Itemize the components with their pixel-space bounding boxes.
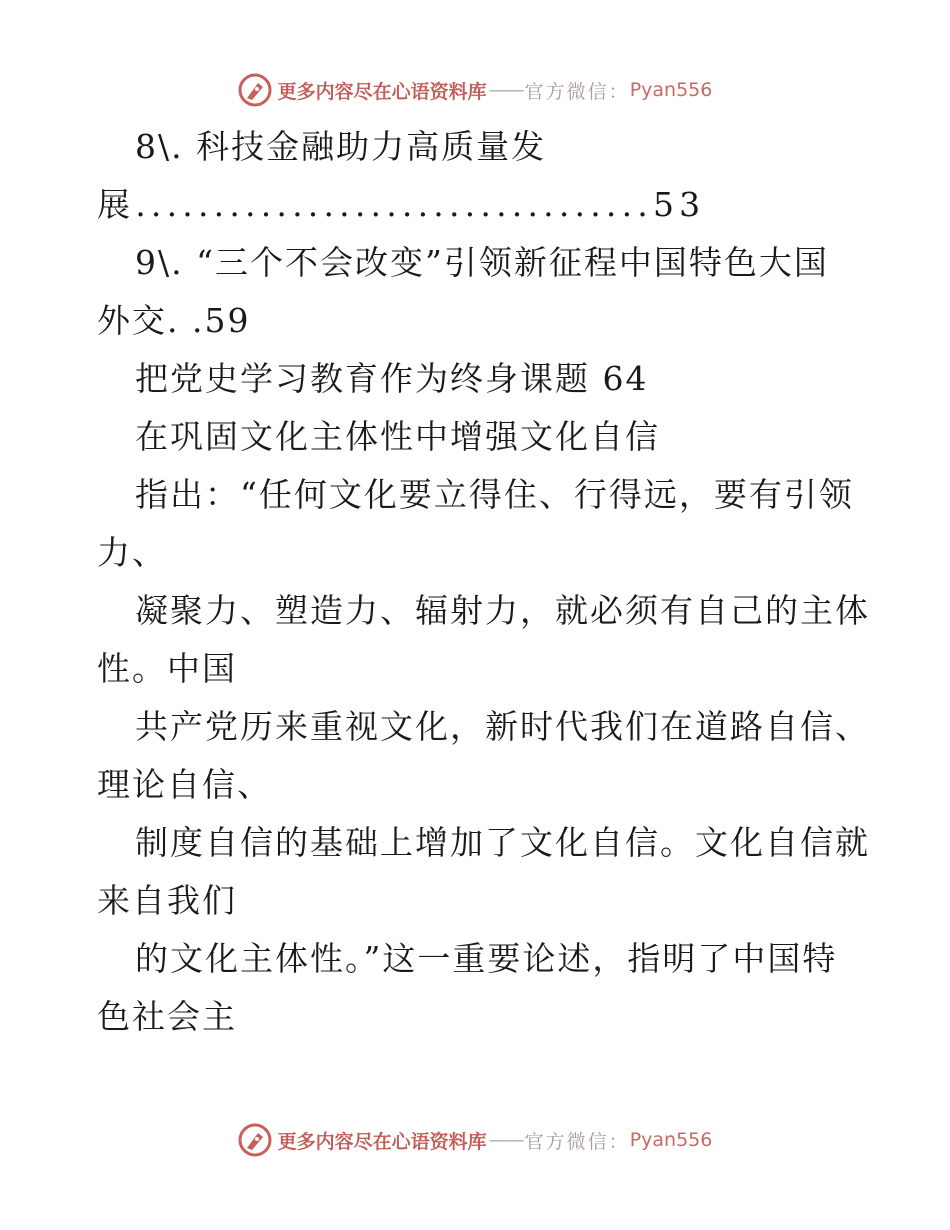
paragraph-line: 凝聚力、塑造力、辐射力，就必须有自己的主体 [135, 591, 870, 630]
paragraph-line: 性。中国 [97, 649, 237, 688]
pen-nib-logo-icon [238, 1123, 272, 1157]
footer-official-label: 官方微信： [524, 1130, 630, 1153]
toc-line: 把党史学习教育作为终身课题 64 [135, 359, 649, 398]
paragraph-line: 制度自信的基础上增加了文化自信。文化自信就 [135, 823, 870, 862]
paragraph-line: 力、 [97, 533, 167, 572]
paragraph-line: 共产党历来重视文化，新时代我们在道路自信、 [135, 707, 870, 746]
paragraph-line: 理论自信、 [97, 765, 272, 804]
banner-dash: —— [488, 79, 523, 101]
footer-brand-text: 更多内容尽在心语资料库 [277, 1130, 487, 1153]
toc-line: 展.................................53 [97, 185, 706, 224]
section-title: 在巩固文化主体性中增强文化自信 [135, 417, 660, 456]
paragraph-line: 指出：“任何文化要立得住、行得远，要有引领 [135, 475, 854, 514]
paragraph-line: 的文化主体性。”这一重要论述，指明了中国特 [135, 939, 838, 978]
footer-wechat-id: Pyan556 [629, 1129, 713, 1151]
pen-nib-logo-icon [238, 73, 272, 107]
banner-brand-text: 更多内容尽在心语资料库 [277, 80, 487, 103]
banner-wechat-id: Pyan556 [629, 79, 713, 101]
toc-line: 8\. 科技金融助力高质量发 [135, 127, 547, 166]
toc-line: 9\. “三个不会改变”引领新征程中国特色大国 [135, 243, 829, 282]
header-banner [0, 70, 950, 110]
paragraph-line: 来自我们 [97, 881, 237, 920]
footer-banner [0, 1120, 950, 1160]
banner-official-label: 官方微信： [524, 80, 630, 103]
toc-line: 外交. .59 [97, 301, 251, 340]
paragraph-line: 色社会主 [97, 997, 237, 1036]
footer-dash: —— [488, 1129, 523, 1151]
document-body [97, 118, 870, 1046]
